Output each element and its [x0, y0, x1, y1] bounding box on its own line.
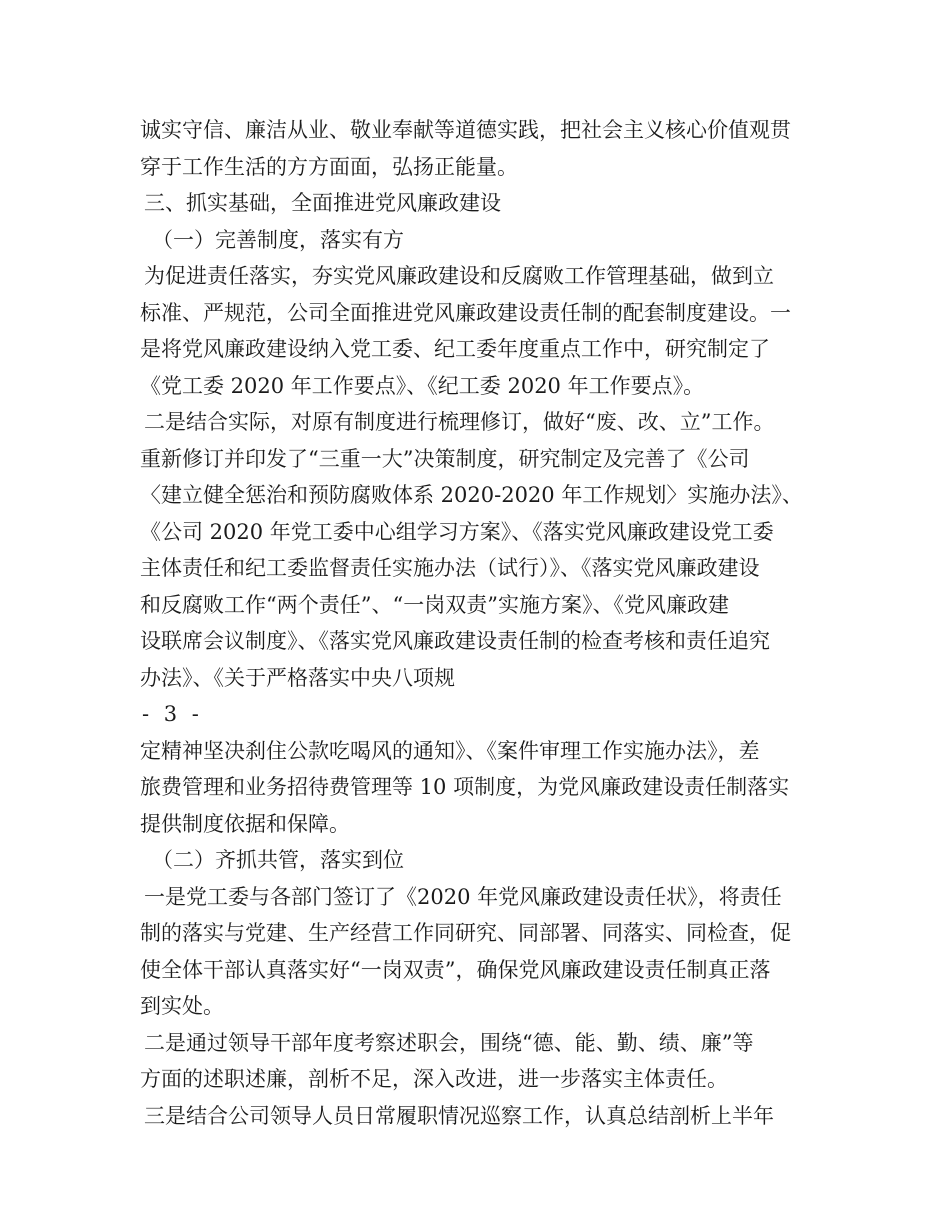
text-line: 主体责任和纪工委监督责任实施办法（试行）》、《落实党风廉政建设	[140, 556, 760, 580]
text-line: 旅费管理和业务招待费管理等 10 项制度，为党风廉政建设责任制落实	[140, 775, 790, 799]
text-line: 到实处。	[140, 994, 224, 1018]
text-line: 设联席会议制度》、《落实党风廉政建设责任制的检查考核和责任追究	[140, 629, 770, 653]
text-line: 《公司 2020 年党工委中心组学习方案》、《落实党风廉政建设党工委	[140, 519, 774, 544]
text-line: 诚实守信、廉洁从业、敬业奉献等道德实践，把社会主义核心价值观贯	[140, 118, 791, 142]
text-line: 制的落实与党建、生产经营工作同研究、同部署、同落实、同检查，促	[140, 921, 791, 945]
text-line: 《党工委 2020 年工作要点》、《纪工委 2020 年工作要点》。	[140, 373, 705, 398]
document-body	[140, 112, 820, 1134]
text-line: 定精神坚决刹住公款吃喝风的通知》、《案件审理工作实施办法》，差	[140, 738, 760, 763]
text-line: 为促进责任落实，夯实党风廉政建设和反腐败工作管理基础，做到立	[144, 264, 774, 288]
text-line: 使全体干部认真落实好“一岗双责”，确保党风廉政建设责任制真正落	[140, 957, 771, 982]
text-line: 提供制度依据和保障。	[140, 811, 350, 836]
text-line: 是将党风廉政建设纳入党工委、纪工委年度重点工作中，研究制定了	[140, 337, 770, 361]
section-heading: 三、抓实基础，全面推进党风廉政建设	[144, 191, 501, 215]
subsection-heading: （二）齐抓共管，落实到位	[152, 848, 404, 872]
text-line: 标准、严规范，公司全面推进党风廉政建设责任制的配套制度建设。一	[140, 300, 791, 325]
text-line: 穿于工作生活的方方面面，弘扬正能量。	[140, 154, 518, 179]
text-line: 一是党工委与各部门签订了《2020 年党风廉政建设责任状》，将责任	[144, 884, 782, 909]
text-line: 二是通过领导干部年度考察述职会，围绕“德、能、勤、绩、廉”等	[144, 1030, 754, 1055]
text-line: 办法》、《关于严格落实中央八项规	[140, 665, 455, 690]
subsection-heading: （一）完善制度，落实有方	[152, 227, 404, 252]
page-number: - 3 -	[142, 702, 203, 726]
text-line: 二是结合实际，对原有制度进行梳理修订，做好“废、改、立”工作。	[144, 410, 775, 434]
text-line: 重新修订并印发了“三重一大”决策制度，研究制定及完善了《公司	[140, 446, 750, 471]
text-line: 〈建立健全惩治和预防腐败体系 2020-2020 年工作规划〉实施办法》、	[140, 483, 803, 507]
text-line: 三是结合公司领导人员日常履职情况巡察工作，认真总结剖析上半年	[144, 1103, 774, 1128]
text-line: 方面的述职述廉，剖析不足，深入改进，进一步落实主体责任。	[140, 1067, 728, 1091]
text-line: 和反腐败工作“两个责任”、“一岗双责”实施方案》、《党风廉政建	[140, 592, 729, 617]
